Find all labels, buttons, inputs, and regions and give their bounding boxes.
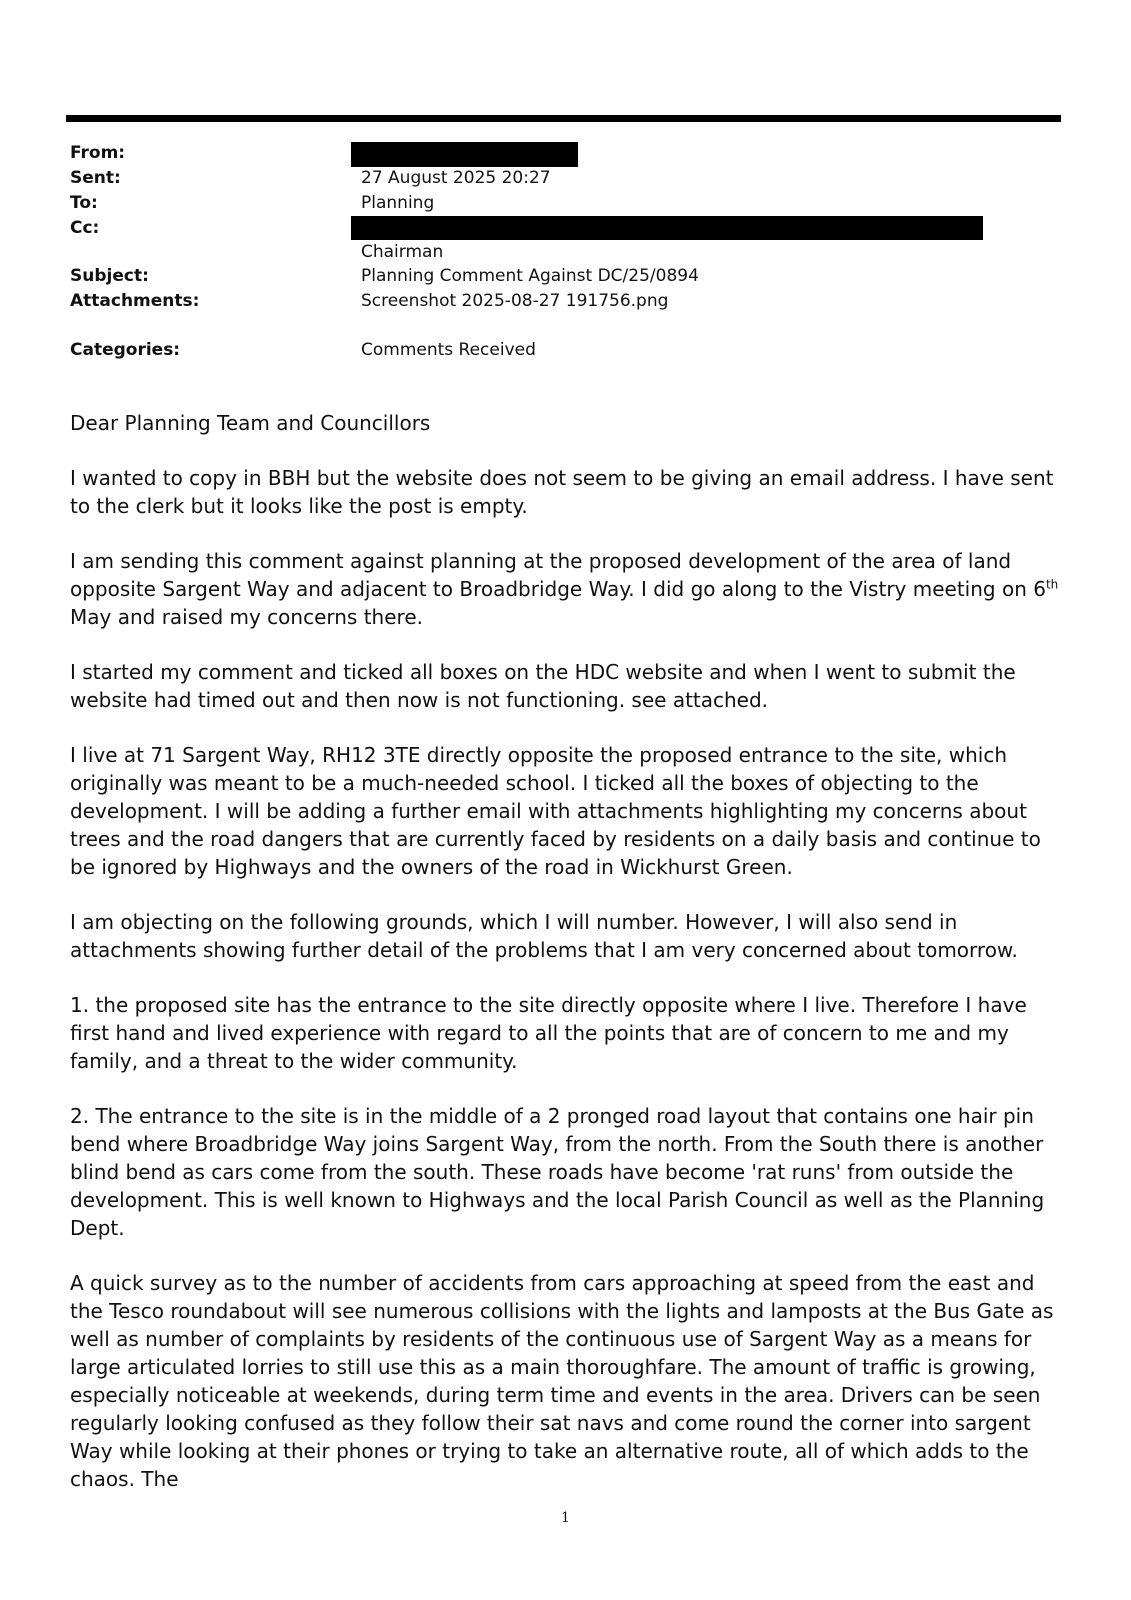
to-label: To: — [70, 193, 98, 213]
subject-value: Planning Comment Against DC/25/0894 — [361, 266, 699, 286]
categories-label: Categories: — [70, 340, 181, 360]
cc-extra: Chairman — [361, 242, 444, 262]
paragraph-3: I started my comment and ticked all boxes on the HDC website and when I went to submit the website had timed out and then now is not functioning. see attached. — [70, 660, 1016, 712]
header-divider — [66, 115, 1061, 122]
sent-value: 27 August 2025 20:27 — [361, 168, 551, 188]
paragraph-5: I am objecting on the following grounds, which I will number. However, I will also send in attachments showing further detail of the problems that I am very concerned about tomorrow. — [70, 910, 1018, 962]
paragraph-2-part-a: I am sending this comment against planning at the proposed development of the area of land opposite Sargent Way and adjacent to Broadbridge Way. I did go along to the Vistry meeting on 6 — [70, 549, 1046, 601]
attachments-label: Attachments: — [70, 291, 200, 311]
cc-label: Cc: — [70, 218, 100, 238]
from-label: From: — [70, 143, 126, 163]
redacted-cc — [351, 216, 983, 240]
greeting: Dear Planning Team and Councillors — [70, 411, 431, 435]
categories-value: Comments Received — [361, 340, 536, 360]
paragraph-8: A quick survey as to the number of accidents from cars approaching at speed from the east and the Tesco roundabout will see numerous collisions with the lights and lamposts at the Bus Gate as well as number of complaints by residents of the continuous use of Sargent Way as a means for large articulated lorries to still use this as a main thoroughfare. The amount of traffic is growing, especially noticeable at weekends, during term time and events in the area. Drivers can be seen regularly looking confused as they follow their sat navs and come round the corner into sargent Way while looking at their phones or trying to take an alternative route, all of which adds to the chaos. The — [70, 1271, 1054, 1491]
redacted-from — [351, 142, 578, 167]
paragraph-6: 1. the proposed site has the entrance to the site directly opposite where I live. Therefore I have first hand and lived experience with regard to all the points that are of concern to me and my family, and a threat to the wider community. — [70, 993, 1027, 1073]
sent-label: Sent: — [70, 168, 121, 188]
paragraph-2 — [70, 547, 1070, 631]
email-body — [70, 409, 1070, 1520]
page-number: 1 — [561, 1510, 570, 1526]
paragraph-1: I wanted to copy in BBH but the website does not seem to be giving an email address. I have sent to the clerk but it looks like the post is empty. — [70, 466, 1054, 518]
paragraph-7: 2. The entrance to the site is in the middle of a 2 pronged road layout that contains one hair pin bend where Broadbridge Way joins Sargent Way, from the north. From the South there is another blind bend as cars come from the south. These roads have become 'rat runs' from outside the development. This is well known to Highways and the local Parish Council as well as the Planning Dept. — [70, 1104, 1045, 1240]
paragraph-2-part-b: May and raised my concerns there. — [70, 605, 423, 629]
to-value: Planning — [361, 193, 435, 213]
subject-label: Subject: — [70, 266, 149, 286]
paragraph-4: I live at 71 Sargent Way, RH12 3TE directly opposite the proposed entrance to the site, which originally was meant to be a much-needed school. I ticked all the boxes of objecting to the development. I will be adding a further email with attachments highlighting my concerns about trees and the road dangers that are currently faced by residents on a daily basis and continue to be ignored by Highways and the owners of the road in Wickhurst Green. — [70, 743, 1041, 879]
attachments-value[interactable]: Screenshot 2025-08-27 191756.png — [361, 291, 669, 311]
ordinal-suffix: th — [1045, 577, 1059, 592]
